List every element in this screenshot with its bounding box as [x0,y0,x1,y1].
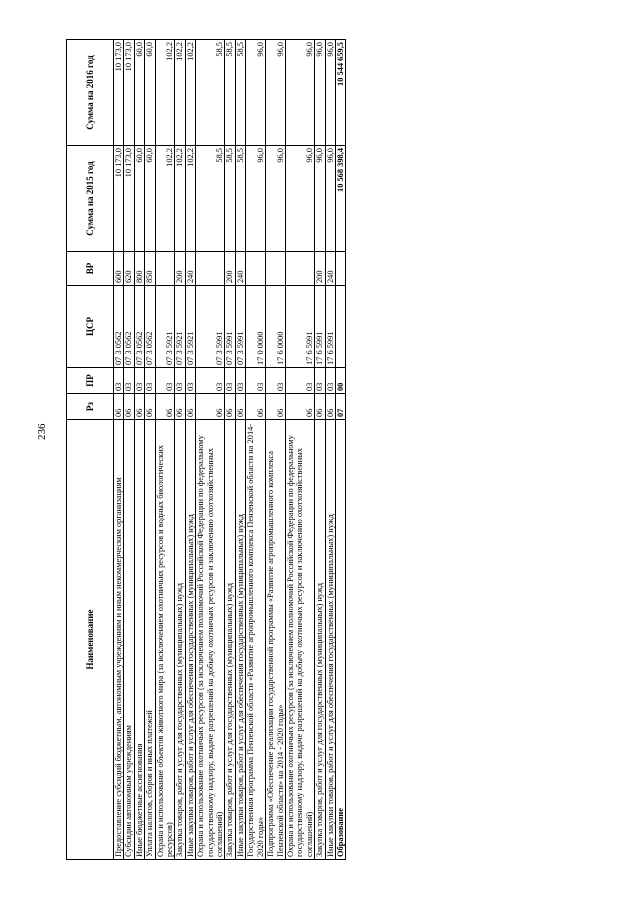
cell-sum-2015: 96,0 [246,146,266,252]
cell-pr: 03 [225,368,235,394]
header-row [67,40,114,860]
header-sum-2015: Сумма на 2015 год [67,146,114,252]
cell-sum-2015: 10 173,0 [114,146,124,252]
cell-pr: 03 [185,368,195,394]
cell-pr: 03 [325,368,335,394]
cell-vr [196,252,225,286]
table-row [155,40,175,860]
cell-vr: 800 [134,252,144,286]
cell-name: Охрана и использование охотничьих ресурсов (за исключением полномочий Российской Федерации по федеральному государственному надзору, выдаче разрешений на добычу охотничьих ресурсов и заключению охотхозяйственных соглашений) [285,420,314,860]
cell-vr [266,252,286,286]
cell-vr: 600 [114,252,124,286]
cell-csr: 07 3 0562 [145,286,155,368]
cell-vr: 200 [175,252,185,286]
cell-name: Предоставление субсидий бюджетным, автономным учреждениям и иным некоммерческим организациям [114,420,124,860]
cell-name: Охрана и использование охотничьих ресурсов (за исключением полномочий Российской Федерации по федеральному государственному надзору, выдаче разрешений на добычу охотничьих ресурсов и заключению охотхозяйственных соглашений) [196,420,225,860]
cell-rz: 06 [145,394,155,420]
cell-csr [335,286,345,368]
table-row [266,40,286,860]
cell-rz: 06 [155,394,175,420]
cell-csr: 07 3 5991 [196,286,225,368]
cell-rz: 07 [335,394,345,420]
cell-sum-2015: 60,0 [134,146,144,252]
cell-pr: 00 [335,368,345,394]
header-csr: ЦСР [67,286,114,368]
cell-sum-2016: 60,0 [145,40,155,146]
cell-pr: 03 [175,368,185,394]
cell-csr: 07 3 0562 [114,286,124,368]
cell-sum-2016: 102,2 [175,40,185,146]
cell-sum-2016: 60,0 [134,40,144,146]
cell-rz: 06 [114,394,124,420]
table-row [114,40,124,860]
cell-name: Закупка товаров, работ и услуг для государственных (муниципальных) нужд [175,420,185,860]
cell-csr: 17 0 0000 [246,286,266,368]
cell-csr: 17 6 5991 [315,286,325,368]
table-row [235,40,245,860]
cell-csr: 07 3 5991 [225,286,235,368]
cell-sum-2016: 10 173,0 [124,40,134,146]
cell-pr: 03 [114,368,124,394]
cell-name: Иные бюджетные ассигнования [134,420,144,860]
cell-pr: 03 [246,368,266,394]
cell-rz: 06 [175,394,185,420]
cell-name: Государственная программа Пензенской области «Развитие агропромышленного комплекса Пензенской области на 2014-2020 годы» [246,420,266,860]
cell-pr: 03 [134,368,144,394]
cell-vr [285,252,314,286]
cell-name: Иные закупки товаров, работ и услуг для обеспечения государственных (муниципальных) нужд [185,420,195,860]
cell-vr [155,252,175,286]
cell-sum-2015: 102,2 [185,146,195,252]
cell-rz: 06 [134,394,144,420]
cell-sum-2016: 58,5 [235,40,245,146]
budget-table [66,39,346,860]
cell-name: Образование [335,420,345,860]
header-name: Наименование [67,420,114,860]
cell-name: Уплата налогов, сборов и иных платежей [145,420,155,860]
cell-rz: 06 [246,394,266,420]
cell-csr: 07 3 5991 [235,286,245,368]
cell-sum-2015: 58,5 [196,146,225,252]
cell-vr: 240 [185,252,195,286]
cell-vr: 850 [145,252,155,286]
cell-sum-2016: 58,5 [196,40,225,146]
cell-sum-2016: 10 544 659,5 [335,40,345,146]
cell-sum-2015: 10 568 398,4 [335,146,345,252]
cell-name: Субсидии автономным учреждениям [124,420,134,860]
cell-pr: 03 [315,368,325,394]
cell-csr: 07 3 0562 [134,286,144,368]
cell-sum-2016: 102,2 [185,40,195,146]
table-row [225,40,235,860]
cell-pr: 03 [124,368,134,394]
cell-rz: 06 [225,394,235,420]
header-pr: ПР [67,368,114,394]
cell-sum-2016: 10 173,0 [114,40,124,146]
table-row [285,40,314,860]
cell-sum-2015: 96,0 [266,146,286,252]
table-row [124,40,134,860]
cell-name: Закупка товаров, работ и услуг для государственных (муниципальных) нужд [315,420,325,860]
cell-pr: 03 [285,368,314,394]
cell-pr: 03 [145,368,155,394]
cell-sum-2015: 96,0 [285,146,314,252]
table-row [145,40,155,860]
cell-sum-2016: 58,5 [225,40,235,146]
cell-pr: 03 [196,368,225,394]
cell-name: Иные закупки товаров, работ и услуг для обеспечения государственных (муниципальных) нужд [325,420,335,860]
cell-pr: 03 [155,368,175,394]
cell-sum-2015: 10 173,0 [124,146,134,252]
table-row [175,40,185,860]
cell-vr [335,252,345,286]
cell-rz: 06 [196,394,225,420]
table-row [134,40,144,860]
cell-vr: 240 [235,252,245,286]
cell-sum-2015: 96,0 [315,146,325,252]
page-number: 236 [36,423,48,440]
rotated-table-container [66,40,596,860]
header-vr: ВР [67,252,114,286]
cell-sum-2016: 96,0 [266,40,286,146]
cell-pr: 03 [235,368,245,394]
cell-rz: 06 [315,394,325,420]
table-row [315,40,325,860]
cell-csr: 07 3 0562 [124,286,134,368]
header-sum-2016: Сумма на 2016 год [67,40,114,146]
cell-rz: 06 [285,394,314,420]
cell-vr: 200 [315,252,325,286]
cell-rz: 06 [325,394,335,420]
cell-vr [246,252,266,286]
cell-sum-2015: 102,2 [175,146,185,252]
cell-rz: 06 [124,394,134,420]
cell-sum-2016: 96,0 [315,40,325,146]
cell-sum-2016: 96,0 [325,40,335,146]
cell-csr: 17 6 5991 [325,286,335,368]
table-row [196,40,225,860]
cell-pr: 03 [266,368,286,394]
table-row [335,40,345,860]
cell-vr: 200 [225,252,235,286]
cell-vr: 620 [124,252,134,286]
cell-sum-2016: 96,0 [246,40,266,146]
cell-csr: 17 6 5991 [285,286,314,368]
cell-vr: 240 [325,252,335,286]
cell-sum-2016: 96,0 [285,40,314,146]
cell-sum-2015: 58,5 [225,146,235,252]
header-rz: Рз [67,394,114,420]
cell-name: Закупка товаров, работ и услуг для государственных (муниципальных) нужд [225,420,235,860]
cell-rz: 06 [235,394,245,420]
cell-csr: 17 6 0000 [266,286,286,368]
table-row [185,40,195,860]
cell-sum-2015: 96,0 [325,146,335,252]
cell-name: Иные закупки товаров, работ и услуг для обеспечения государственных (муниципальных) нужд [235,420,245,860]
cell-csr: 07 3 5921 [155,286,175,368]
cell-rz: 06 [266,394,286,420]
cell-sum-2015: 102,2 [155,146,175,252]
cell-name: Охрана и использование объектов животного мира (за исключением охотничьих ресурсов и водных биологических ресурсов) [155,420,175,860]
cell-csr: 07 3 5921 [175,286,185,368]
cell-rz: 06 [185,394,195,420]
cell-sum-2015: 58,5 [235,146,245,252]
cell-name: Подпрограмма «Обеспечение реализации государственной программы «Развитие агропромышленного комплекса Пензенской области» на 2014 - 2020 годы» [266,420,286,860]
table-row [246,40,266,860]
table-row [325,40,335,860]
cell-sum-2015: 60,0 [145,146,155,252]
cell-csr: 07 3 5921 [185,286,195,368]
cell-sum-2016: 102,2 [155,40,175,146]
